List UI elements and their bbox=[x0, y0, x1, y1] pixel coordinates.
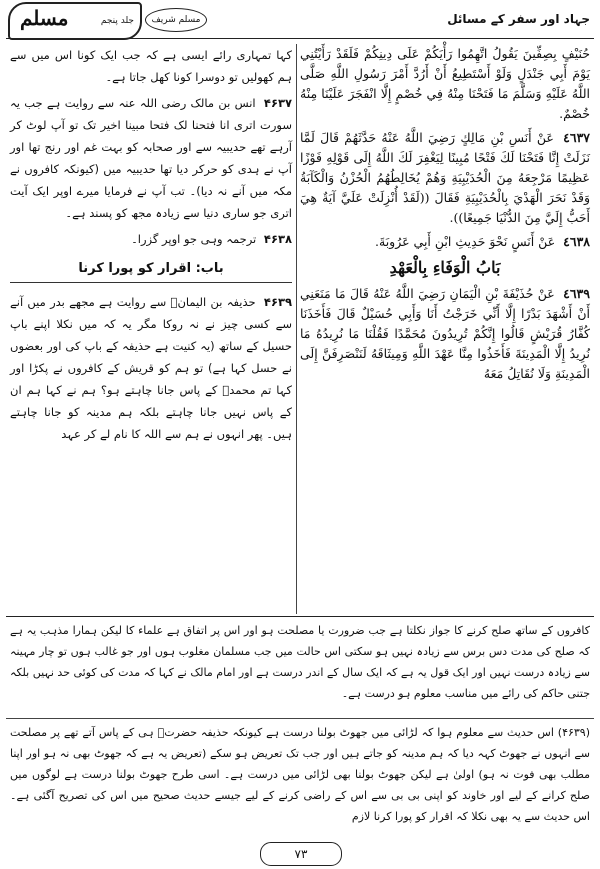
urdu-paragraph bbox=[10, 92, 292, 224]
hadith-number: ٤٦٣٩ bbox=[563, 286, 590, 301]
arabic-text: عَنْ أَنَسٍ نَحْوَ حَدِيثِ ابْنِ أَبِي عَرُوبَةَ. bbox=[375, 234, 556, 249]
chapter-title: جہاد اور سفر کے مسائل bbox=[447, 12, 590, 26]
footnote-divider bbox=[6, 718, 594, 719]
arabic-paragraph bbox=[300, 128, 590, 228]
page-number: ۷۳ bbox=[260, 842, 342, 866]
hadith-number: ٤٦٣٧ bbox=[563, 130, 590, 145]
hadith-number: ٤٦٣٨ bbox=[563, 234, 590, 249]
arabic-text: عَنْ أَنَسِ بْنِ مَالِكٍ رَضِيَ اللَّهُ عَنْهُ حَدَّثَهُمْ قَالَ لَمَّا نَزَلَتْ إِنَّا فَتَحْنَا لَكَ فَتْحًا مُبِينًا لِيَغْفِرَ لَكَ اللَّهُ إِلَى قَوْلِهِ فَوْزًا عَظِيمًا مَرْجِعَهُ مِنَ الْحُدَيْبِيَةِ وَهُمْ يُخَالِطُهُمُ الْحُزْنُ وَالْكَآبَةُ وَقَدْ نَحَرَ الْهَدْيَ بِالْحُدَيْبِيَةِ فَقَالَ ((لَقَدْ أُنْزِلَتْ عَلَيَّ آيَةٌ هِيَ أَحَبُّ إِلَيَّ مِنَ الدُّنْيَا جَمِيعًا)). bbox=[300, 130, 590, 225]
arabic-text: عَنْ حُذَيْفَةَ بْنِ الْيَمَانِ رَضِيَ اللَّهُ عَنْهُ قَالَ مَا مَنَعَنِي أَنْ أَشْهَدَ بَدْرًا إِلَّا أَنِّي خَرَجْتُ أَنَا وَأَبِي حُسَيْلٌ قَالَ فَأَخَذَنَا كُفَّارُ قُرَيْشٍ قَالُوا إِنَّكُمْ تُرِيدُونَ مُحَمَّدًا فَقُلْنَا مَا نُرِيدُهُ مَا نُرِيدُ إِلَّا الْمَدِينَةَ فَأَخَذُوا مِنَّا عَهْدَ اللَّهِ وَمِيثَاقَهُ لَنَنْصَرِفَنَّ إِلَى الْمَدِينَةِ وَلَا نُقَاتِلُ مَعَهُ bbox=[300, 286, 590, 381]
urdu-paragraph bbox=[10, 291, 292, 445]
footnote-1: کافروں کے ساتھ صلح کرنے کا جواز نکلتا ہے جب ضرورت یا مصلحت ہو اور اس پر اتفاق ہے علماء کا لیکن ہمارا مذہب یہ ہے کہ صلح کی مدت دس برس سے زیادہ نہیں ہو سکتی اس حالت میں جب مسلمان مغلوب ہوں اور جو غالب ہوں تو چار مہینہ سے زیادہ درست نہیں اور ایک قول یہ ہے کہ ایک سال کے اندر درست ہے اور امام مالک نے کہا کہ مدت کی کوئی حد نہیں بلکہ جتنی حاکم کی رائے میں مناسب معلوم ہو درست ہے۔ bbox=[10, 624, 590, 700]
urdu-column bbox=[10, 44, 292, 449]
footnote-2: (۴۶۳۹) اس حدیث سے معلوم ہوا کہ لڑائی میں جھوٹ بولنا درست ہے کیونکہ حذیفہ حضرتؐ ہی کے پاس آتے تھے پر مصلحت سے انہوں نے جھوٹ کہہ دیا کہ ہم مدینہ کو جاتے ہیں اور جب تک تعریض ہو سکے (تعریض یہ ہے کہ جھوٹ بھی نہ ہو اور اپنا مطلب بھی فوت نہ ہو) اولیٰ ہے لیکن جھوٹ بولنا بھی لڑائی میں درست ہے۔ اسی طرح جھوٹ بولنا درست ہے لوگوں میں صلح کرانے کے لیے اور خاوند کو اپنی بی بی سے اس کے راضی کرنے کے لیے جیسے حدیث صحیح میں اس کی تصریح آگئی ہے۔ اس حدیث سے یہ بھی نکلا کہ اقرار کو پورا کرنا لازم bbox=[10, 726, 590, 823]
footnote-rule bbox=[6, 616, 594, 617]
hadith-number: ۴۶۳۹ bbox=[263, 295, 292, 309]
arabic-paragraph bbox=[300, 44, 590, 124]
urdu-text: انس بن مالک رضی اللہ عنہ سے روایت ہے جب یہ سورت اتری انا فتحنا لک فتحا مبینا اخیر تک تو آپ لوٹ کر آرہے تھے حدیبیہ سے اور صحابہ کو بہت غم اور رنج تھا اور آپ نے ہدی کو حرکر دیا تھا حدیبیہ میں (کیونکہ کافروں نے مکہ میں آنے نہ دیا)۔ تب آپ نے فرمایا میرے اوپر ایک آیت اتری جو ساری دنیا سے زیادہ مجھ کو پسند ہے۔ bbox=[10, 96, 292, 220]
arabic-paragraph bbox=[300, 232, 590, 252]
urdu-paragraph bbox=[10, 44, 292, 88]
chapter-heading-urdu: باب: اقرار کو پورا کرنا bbox=[10, 258, 292, 283]
arabic-text: حُنَيْفٍ بِصِفِّينَ يَقُولُ اتَّهِمُوا رَأْيَكُمْ عَلَى دِينِكُمْ فَلَقَدْ رَأَيْتُنِي يَوْمَ أَبِي جَنْدَلٍ وَلَوْ أَسْتَطِيعُ أَنْ أَرُدَّ أَمْرَ رَسُولِ اللَّهِ صَلَّى اللَّهُ عَلَيْهِ وَسَلَّمَ مَا فَتَحْنَا مِنْهُ فِي خُصْمٍ إِلَّا انْفَجَرَ عَلَيْنَا مِنْهُ خُصْمٌ. bbox=[300, 46, 590, 121]
header-rule bbox=[6, 38, 594, 39]
arabic-paragraph bbox=[300, 284, 590, 384]
chapter-heading-arabic: بَابُ الْوَفَاءِ بِالْعَهْدِ bbox=[389, 258, 501, 277]
volume-label: جلد پنجم bbox=[100, 16, 134, 26]
brand-badge: مسلم شریف bbox=[145, 8, 207, 32]
book-logo bbox=[8, 2, 142, 40]
urdu-text: ترجمہ وہی جو اوپر گزرا۔ bbox=[131, 232, 257, 246]
urdu-text: کہا تمہاری رائے ایسی ہے کہ جب ایک کونا اس میں سے ہم کھولیں تو دوسرا کونا کھل جاتا ہے۔ bbox=[10, 48, 292, 84]
urdu-text: حذیفہ بن الیمانؓ سے روایت ہے مجھے بدر میں آنے سے کسی چیز نے نہ روکا مگر یہ کہ میں نکلا اپنے باپ حسیل کے ساتھ (یہ کنیت ہے حذیفہ کے باپ کی اور بعضوں نے حسل کہا ہے) تو ہم کو قریش کے کافروں نے پکڑا اور کہا تم محمدؐ کے پاس جانا چاہتے ہو؟ ہم نے کہا ہم ان کے پاس نہیں جانا چاہتے بلکہ ہم مدینہ کو جانا چاہتے ہیں۔ پھر انہوں نے ہم سے اللہ کا نام لے کر عہد bbox=[10, 295, 292, 441]
page-header bbox=[0, 0, 600, 40]
brand-title: مسلم bbox=[20, 6, 69, 30]
column-divider bbox=[296, 44, 297, 614]
hadith-number: ۴۶۳۷ bbox=[263, 96, 292, 110]
arabic-column bbox=[300, 44, 590, 388]
hadith-number: ۴۶۳۸ bbox=[263, 232, 292, 246]
urdu-paragraph bbox=[10, 228, 292, 250]
